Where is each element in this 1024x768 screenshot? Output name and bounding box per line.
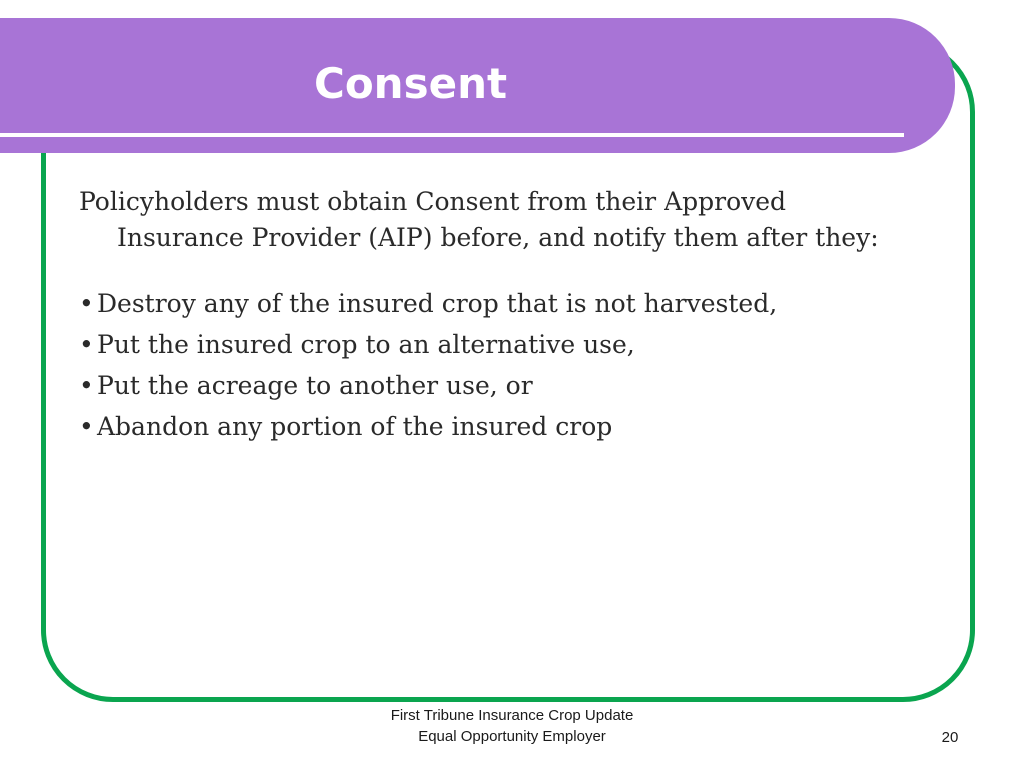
bullet-icon: •	[79, 371, 94, 400]
list-item	[79, 283, 899, 324]
slide-body	[79, 184, 899, 447]
bullet-icon: •	[79, 289, 94, 318]
footer	[312, 705, 712, 747]
bullet-text: Put the acreage to another use, or	[97, 371, 533, 400]
bullet-text: Abandon any portion of the insured crop	[97, 412, 613, 441]
footer-eoe-line: Equal Opportunity Employer	[418, 728, 606, 745]
bullet-icon: •	[79, 412, 94, 441]
slide-title: Consent	[314, 59, 508, 108]
bullet-list	[79, 283, 899, 447]
list-item	[79, 365, 899, 406]
bullet-text: Put the insured crop to an alternative use,	[97, 330, 635, 359]
bullet-text: Destroy any of the insured crop that is not harvested,	[97, 289, 778, 318]
bullet-icon: •	[79, 330, 94, 359]
title-underline	[0, 133, 904, 137]
page-number: 20	[941, 729, 959, 746]
list-item	[79, 324, 899, 365]
intro-paragraph: Policyholders must obtain Consent from their Approved Insurance Provider (AIP) before, and notify them after they:	[79, 187, 879, 252]
list-item	[79, 406, 899, 447]
footer-company-line: First Tribune Insurance Crop Update	[390, 707, 634, 724]
